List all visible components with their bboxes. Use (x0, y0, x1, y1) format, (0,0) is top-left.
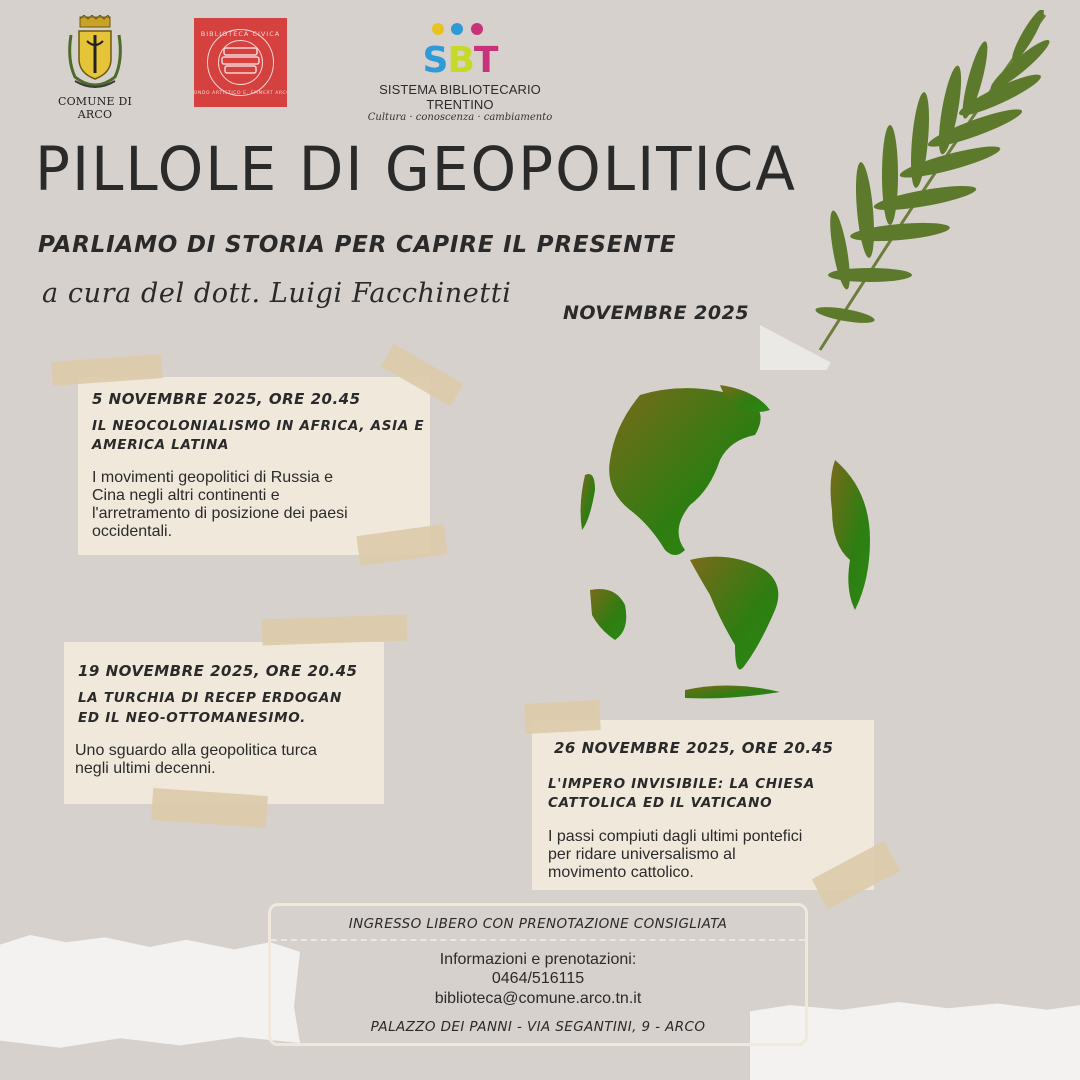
globe-icon (570, 380, 890, 705)
event-date: 26 NOVEMBRE 2025, ORE 20.45 (554, 739, 834, 757)
biblioteca-civica-logo (194, 18, 287, 107)
event-title-line1: L'IMPERO INVISIBILE: LA CHIESA (548, 776, 816, 792)
fern-leaf-icon (760, 10, 1070, 370)
curator-line: a cura del dott. Luigi Facchinetti (42, 278, 512, 309)
event-card-2 (64, 642, 384, 804)
event-desc-line1: Uno sguardo alla geopolitica turca (75, 742, 317, 759)
phone-number[interactable]: 0464/516115 (491, 970, 585, 987)
event-desc-line1: I movimenti geopolitici di Russia e (92, 469, 333, 486)
event-title-line2: ED IL NEO-OTTOMANESIMO. (78, 710, 306, 726)
sbt-letters-icon (405, 20, 515, 76)
info-label: Informazioni e prenotazioni: (439, 951, 637, 968)
event-card-3 (532, 720, 874, 890)
event-desc-line1: I passi compiuti dagli ultimi pontefici (548, 828, 803, 845)
svg-text:BIBLIOTECA CIVICA: BIBLIOTECA CIVICA (200, 30, 281, 38)
comune-caption: COMUNE DI ARCO (57, 95, 133, 121)
comune-di-arco-logo (45, 15, 145, 121)
event-date: 5 NOVEMBRE 2025, ORE 20.45 (92, 390, 361, 408)
event-date: 19 NOVEMBRE 2025, ORE 20.45 (78, 662, 358, 680)
books-seal-icon (194, 18, 287, 107)
tape-strip (151, 788, 268, 828)
entry-note: INGRESSO LIBERO CON PRENOTAZIONE CONSIGLIATA (348, 916, 728, 932)
event-card-1 (78, 377, 430, 555)
page-subtitle: PARLIAMO DI STORIA PER CAPIRE IL PRESENTE (38, 232, 677, 258)
dashed-divider (271, 939, 805, 941)
event-title-line1: LA TURCHIA DI RECEP ERDOGAN (78, 690, 342, 706)
event-title-line1: IL NEOCOLONIALISMO IN AFRICA, ASIA E (92, 418, 425, 434)
event-desc-line3: l'arretramento di posizione dei paesi (92, 505, 348, 522)
email-link[interactable]: biblioteca@comune.arco.tn.it (434, 990, 642, 1007)
info-box (268, 903, 808, 1046)
event-desc-line4: occidentali. (92, 523, 173, 540)
sbt-tagline: Cultura · conoscenza · cambiamento (367, 112, 553, 123)
event-title-line2: CATTOLICA ED IL VATICANO (548, 795, 773, 811)
svg-text:SBT: SBT (422, 40, 498, 76)
sbt-logo (350, 20, 570, 123)
event-desc-line2: negli ultimi decenni. (75, 760, 216, 777)
svg-text:FONDO ARTISTICO E. EMMERT ARCO: FONDO ARTISTICO E. EMMERT ARCO (194, 91, 287, 96)
event-desc-line2: Cina negli altri continenti e (92, 487, 280, 504)
event-desc-line2: per ridare universalismo al (548, 846, 736, 863)
sbt-title: SISTEMA BIBLIOTECARIO TRENTINO (379, 82, 541, 112)
page-title: PILLOLE DI GEOPOLITICA (35, 133, 797, 205)
tape-strip (262, 614, 408, 645)
coat-of-arms-icon (65, 15, 125, 93)
event-desc-line3: movimento cattolico. (548, 864, 694, 881)
tape-strip (524, 700, 600, 734)
venue-address: PALAZZO DEI PANNI - VIA SEGANTINI, 9 - ARCO (370, 1019, 706, 1035)
torn-paper-left (0, 935, 300, 1055)
event-title-line2: AMERICA LATINA (92, 437, 230, 453)
month-label: NOVEMBRE 2025 (563, 302, 750, 324)
